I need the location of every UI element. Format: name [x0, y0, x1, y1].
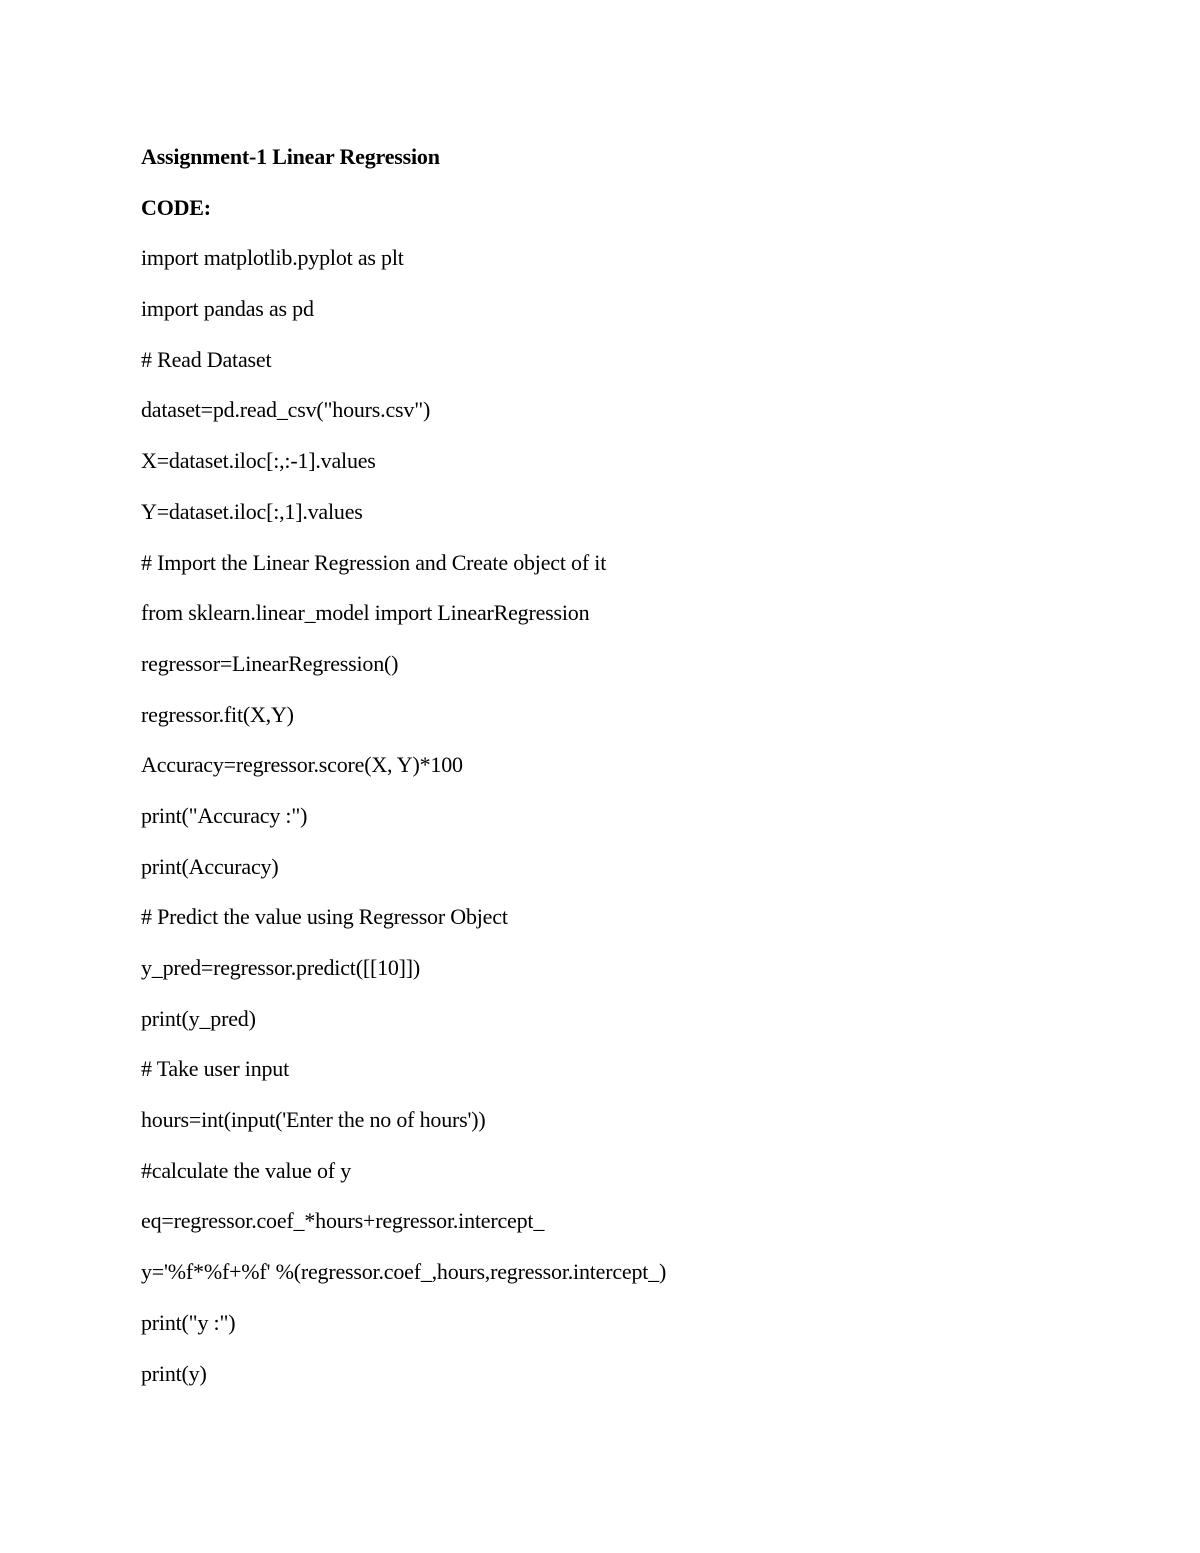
code-line: y='%f*%f+%f' %(regressor.coef_,hours,regressor.intercept_) [141, 1259, 667, 1285]
code-line: print(Accuracy) [141, 853, 279, 879]
code-line: X=dataset.iloc[:,:-1].values [141, 448, 376, 474]
code-line: Y=dataset.iloc[:,1].values [141, 498, 363, 524]
code-line: regressor.fit(X,Y) [141, 701, 294, 727]
code-line: y_pred=regressor.predict([[10]]) [141, 955, 421, 980]
document-title: Assignment-1 Linear Regression [141, 144, 440, 169]
code-line: from sklearn.linear_model import LinearRegression [141, 600, 590, 626]
code-line: eq=regressor.coef_*hours+regressor.intercept_ [141, 1208, 545, 1234]
code-section-label: CODE: [141, 194, 211, 220]
code-line: Accuracy=regressor.score(X, Y)*100 [141, 752, 463, 778]
code-line: hours=int(input('Enter the no of hours')) [141, 1107, 486, 1133]
document-body [141, 140, 1141, 1407]
code-line: print("y :") [141, 1309, 236, 1335]
code-line: import pandas as pd [141, 296, 314, 322]
code-comment: #calculate the value of y [141, 1157, 352, 1183]
code-line: dataset=pd.read_csv("hours.csv") [141, 397, 431, 423]
code-line: print("Accuracy :") [141, 802, 308, 828]
code-comment: # Read Dataset [141, 346, 272, 372]
code-comment: # Predict the value using Regressor Object [141, 904, 508, 930]
code-comment: # Import the Linear Regression and Create object of it [141, 549, 607, 575]
code-line: regressor=LinearRegression() [141, 650, 399, 676]
code-line: print(y_pred) [141, 1005, 256, 1031]
code-line: import matplotlib.pyplot as plt [141, 245, 404, 271]
code-comment: # Take user input [141, 1056, 290, 1082]
code-line: print(y) [141, 1360, 207, 1386]
